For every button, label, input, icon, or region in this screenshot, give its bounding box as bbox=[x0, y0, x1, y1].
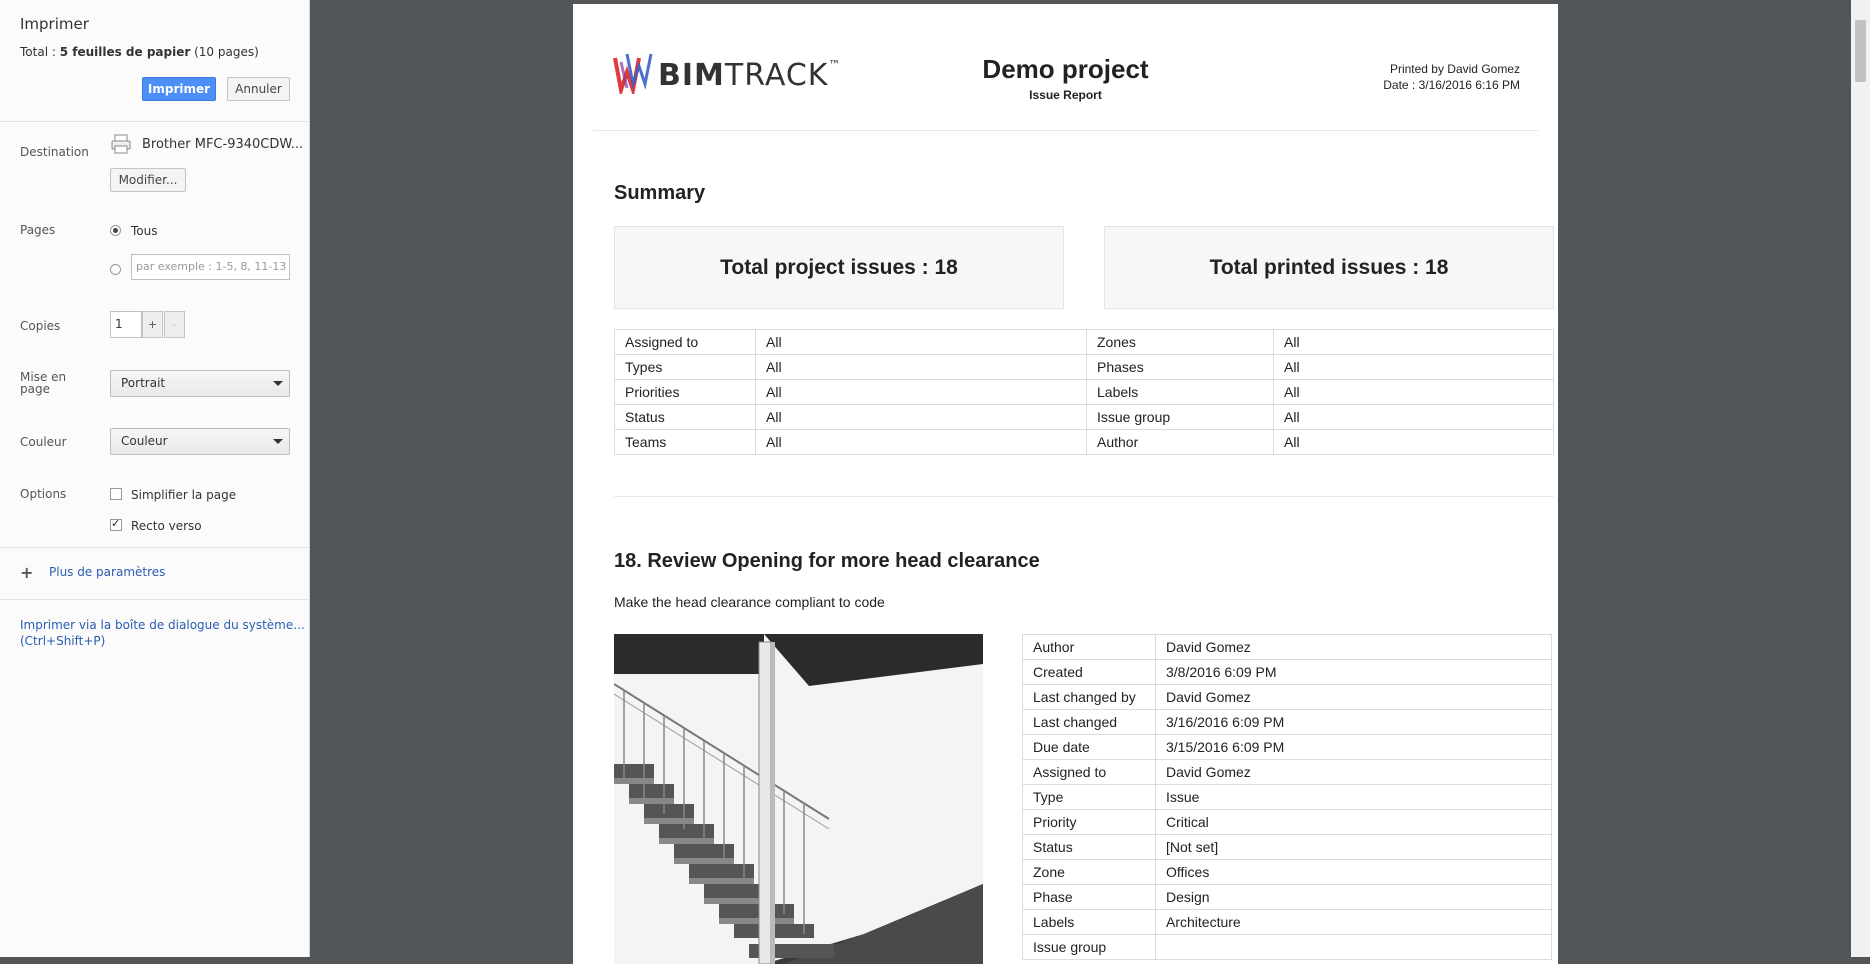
filter-row bbox=[615, 380, 1554, 405]
issue-description: Make the head clearance compliant to code bbox=[614, 594, 885, 610]
total-pages: (10 pages) bbox=[190, 45, 259, 59]
system-dialog-line1: Imprimer via la boîte de dialogue du système... bbox=[20, 618, 305, 632]
pages-all-label: Tous bbox=[131, 224, 158, 238]
detail-row bbox=[1023, 835, 1552, 860]
detail-row bbox=[1023, 660, 1552, 685]
filter-key: Priorities bbox=[615, 380, 756, 405]
print-button[interactable]: Imprimer bbox=[142, 77, 216, 101]
simplify-page-label: Simplifier la page bbox=[131, 488, 237, 502]
issue-title: 18. Review Opening for more head clearance bbox=[614, 550, 1040, 572]
filters-table bbox=[614, 329, 1554, 455]
detail-value: Offices bbox=[1156, 860, 1552, 885]
filter-value: All bbox=[1274, 355, 1554, 380]
summary-title: Summary bbox=[614, 182, 706, 204]
detail-row bbox=[1023, 885, 1552, 910]
chevron-down-icon bbox=[273, 381, 283, 386]
layout-label bbox=[20, 371, 66, 395]
detail-value: David Gomez bbox=[1156, 685, 1552, 710]
copies-label: Copies bbox=[20, 319, 61, 333]
filter-value: All bbox=[1274, 430, 1554, 455]
preview-scrollbar[interactable] bbox=[1851, 0, 1870, 957]
printed-date: Date : 3/16/2016 6:16 PM bbox=[1383, 78, 1520, 92]
pages-label: Pages bbox=[20, 223, 56, 237]
detail-key: Phase bbox=[1023, 885, 1156, 910]
filter-key: Status bbox=[615, 405, 756, 430]
options-label: Options bbox=[20, 487, 67, 501]
issue-details-table bbox=[1022, 634, 1552, 960]
layout-label-line2: page bbox=[20, 382, 50, 396]
header-divider bbox=[593, 130, 1538, 131]
layout-label-line1: Mise en bbox=[20, 370, 67, 384]
filter-row bbox=[615, 405, 1554, 430]
detail-key: Status bbox=[1023, 835, 1156, 860]
pages-range-radio[interactable] bbox=[110, 264, 121, 275]
detail-row bbox=[1023, 910, 1552, 935]
detail-key: Labels bbox=[1023, 910, 1156, 935]
scrollbar-thumb[interactable] bbox=[1855, 20, 1866, 82]
detail-row bbox=[1023, 860, 1552, 885]
report-subtitle: Issue Report bbox=[1029, 88, 1102, 102]
filter-value: All bbox=[1274, 330, 1554, 355]
print-settings-panel bbox=[0, 0, 310, 957]
detail-key: Author bbox=[1023, 635, 1156, 660]
modify-destination-button[interactable]: Modifier... bbox=[110, 168, 186, 192]
filter-key: Issue group bbox=[1087, 405, 1274, 430]
filter-value: All bbox=[756, 405, 1087, 430]
filter-value: All bbox=[756, 355, 1087, 380]
logo-bold: BIM bbox=[658, 58, 725, 93]
total-prefix: Total : bbox=[20, 45, 60, 59]
filter-key: Zones bbox=[1087, 330, 1274, 355]
pages-all-radio[interactable] bbox=[110, 225, 121, 236]
more-settings-link[interactable]: Plus de paramètres bbox=[49, 565, 166, 579]
destination-label: Destination bbox=[20, 145, 89, 159]
printer-icon bbox=[110, 133, 132, 155]
filter-key: Types bbox=[615, 355, 756, 380]
destination-value: Brother MFC-9340CDW... bbox=[142, 137, 304, 152]
detail-value: David Gomez bbox=[1156, 635, 1552, 660]
detail-row bbox=[1023, 735, 1552, 760]
detail-value: Issue bbox=[1156, 785, 1552, 810]
detail-key: Last changed by bbox=[1023, 685, 1156, 710]
simplify-page-checkbox[interactable] bbox=[110, 488, 122, 500]
divider bbox=[0, 599, 310, 600]
detail-value: [Not set] bbox=[1156, 835, 1552, 860]
filters-body bbox=[615, 330, 1554, 455]
detail-row bbox=[1023, 635, 1552, 660]
detail-key: Type bbox=[1023, 785, 1156, 810]
print-dialog-title: Imprimer bbox=[20, 15, 89, 33]
color-select-value: Couleur bbox=[121, 434, 168, 448]
duplex-label: Recto verso bbox=[131, 519, 202, 533]
divider bbox=[0, 121, 310, 122]
detail-key: Priority bbox=[1023, 810, 1156, 835]
copies-input[interactable]: 1 bbox=[110, 311, 142, 338]
detail-row bbox=[1023, 685, 1552, 710]
total-project-issues: Total project issues : 18 bbox=[614, 226, 1064, 309]
print-preview-page bbox=[573, 4, 1558, 964]
filter-value: All bbox=[756, 330, 1087, 355]
total-sheets: 5 feuilles de papier bbox=[59, 45, 191, 59]
detail-row bbox=[1023, 935, 1552, 960]
chevron-down-icon bbox=[273, 439, 283, 444]
cancel-button[interactable]: Annuler bbox=[227, 77, 290, 101]
detail-row bbox=[1023, 810, 1552, 835]
filter-key: Labels bbox=[1087, 380, 1274, 405]
plus-icon[interactable]: + bbox=[20, 563, 34, 582]
filter-value: All bbox=[756, 430, 1087, 455]
system-dialog-shortcut: (Ctrl+Shift+P) bbox=[20, 634, 106, 648]
detail-key: Last changed bbox=[1023, 710, 1156, 735]
filter-key: Phases bbox=[1087, 355, 1274, 380]
color-select[interactable] bbox=[110, 428, 290, 455]
detail-value: Critical bbox=[1156, 810, 1552, 835]
detail-key: Issue group bbox=[1023, 935, 1156, 960]
layout-select[interactable] bbox=[110, 370, 290, 397]
detail-value: Design bbox=[1156, 885, 1552, 910]
detail-value: 3/8/2016 6:09 PM bbox=[1156, 660, 1552, 685]
duplex-checkbox[interactable] bbox=[110, 519, 122, 531]
filter-value: All bbox=[1274, 380, 1554, 405]
filter-key: Teams bbox=[615, 430, 756, 455]
filter-row bbox=[615, 430, 1554, 455]
detail-value: David Gomez bbox=[1156, 760, 1552, 785]
issue-snapshot-image bbox=[614, 634, 983, 964]
print-total bbox=[20, 45, 259, 59]
copies-increment-button[interactable]: + bbox=[142, 311, 163, 338]
filter-key: Author bbox=[1087, 430, 1274, 455]
logo-trademark: ™ bbox=[828, 58, 842, 72]
detail-value bbox=[1156, 935, 1552, 960]
logo-light: TRACK bbox=[724, 58, 829, 93]
copies-decrement-button[interactable]: – bbox=[164, 311, 185, 338]
filter-row bbox=[615, 355, 1554, 380]
detail-row bbox=[1023, 760, 1552, 785]
detail-row bbox=[1023, 785, 1552, 810]
color-label: Couleur bbox=[20, 435, 67, 449]
pages-range-input[interactable]: par exemple : 1-5, 8, 11-13 bbox=[131, 254, 290, 280]
detail-value: 3/15/2016 6:09 PM bbox=[1156, 735, 1552, 760]
detail-key: Assigned to bbox=[1023, 760, 1156, 785]
system-dialog-link[interactable] bbox=[20, 617, 305, 649]
total-printed-issues: Total printed issues : 18 bbox=[1104, 226, 1554, 309]
layout-select-value: Portrait bbox=[121, 376, 166, 390]
detail-key: Zone bbox=[1023, 860, 1156, 885]
detail-value: 3/16/2016 6:09 PM bbox=[1156, 710, 1552, 735]
detail-value: Architecture bbox=[1156, 910, 1552, 935]
filter-value: All bbox=[756, 380, 1087, 405]
printed-by: Printed by David Gomez bbox=[1389, 62, 1520, 76]
filter-key: Assigned to bbox=[615, 330, 756, 355]
divider bbox=[0, 547, 310, 548]
section-divider bbox=[614, 496, 1554, 497]
filter-value: All bbox=[1274, 405, 1554, 430]
detail-key: Due date bbox=[1023, 735, 1156, 760]
issue-details-body bbox=[1023, 635, 1552, 960]
detail-row bbox=[1023, 710, 1552, 735]
report-title: Demo project bbox=[982, 54, 1149, 84]
filter-row bbox=[615, 330, 1554, 355]
detail-key: Created bbox=[1023, 660, 1156, 685]
